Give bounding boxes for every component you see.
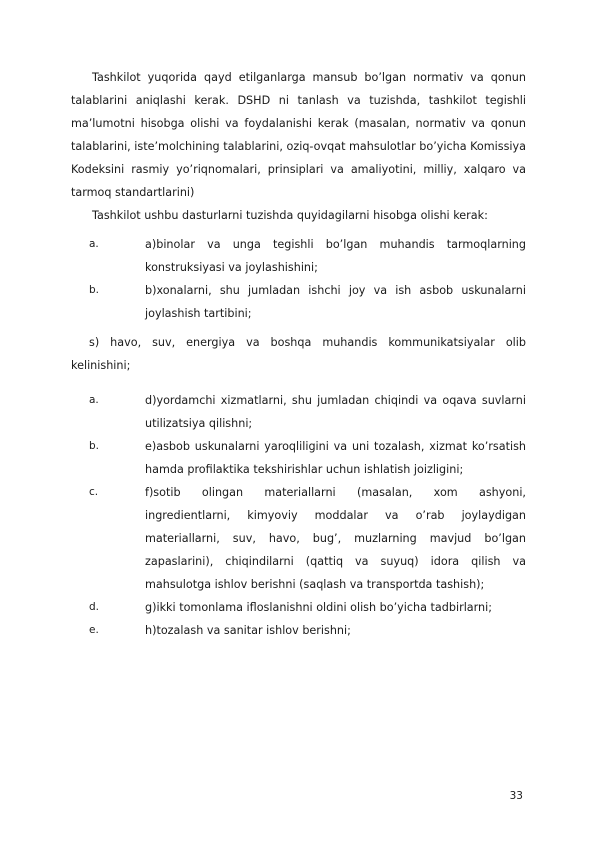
list-item-text: g)ikki tomonlama ifloslanishni oldini olish bo’yicha tadbirlarni; bbox=[145, 601, 493, 614]
lead-paragraph: Tashkilot ushbu dasturlarni tuzishda quyidagilarni hisobga olishi kerak: bbox=[92, 209, 488, 222]
list-item-text: a)binolar va unga tegishli bo’lgan muhandis tarmoqlarning konstruksiyasi va joylashishini; bbox=[145, 238, 526, 274]
page-number: 33 bbox=[509, 790, 523, 802]
body-text bbox=[71, 66, 526, 642]
list-item bbox=[71, 596, 526, 619]
list-item bbox=[71, 481, 526, 596]
list-item-text: d)yordamchi xizmatlarni, shu jumladan chiqindi va oqava suvlarni utilizatsiya qilishni; bbox=[145, 394, 526, 430]
list-item-text: e)asbob uskunalarni yaroqliligini va uni tozalash, xizmat ko’rsatish hamda profilaktika tekshirishlar uchun ishlatish joizligini; bbox=[145, 440, 526, 476]
list-item bbox=[71, 279, 526, 325]
list-first bbox=[71, 233, 526, 325]
list-item-text: b)xonalarni, shu jumladan ishchi joy va ish asbob uskunalarni joylashish tartibini; bbox=[145, 284, 526, 320]
intro-paragraph: Tashkilot yuqorida qayd etilganlarga mansub bo’lgan normativ va qonun talablarini aniqlashi kerak. DSHD ni tanlash va tuzishda, tashkilot tegishli ma’lumotni hisobga olishi va foydalanishi kerak (masalan, normativ va qonun talablarini, iste’molchining talablarini, oziq-ovqat mahsulotlar bo’yicha Komissiya Kodeksini rasmiy yo’riqnomalari, prinsiplari va amaliyotini, milliy, xalqaro va tarmoq standartlarini) bbox=[71, 71, 527, 199]
list-item bbox=[71, 389, 526, 435]
list-item bbox=[71, 233, 526, 279]
list-item bbox=[71, 435, 526, 481]
list-item bbox=[71, 619, 526, 642]
list-second bbox=[71, 389, 526, 642]
list-marker: b. bbox=[89, 440, 100, 452]
list-marker: b. bbox=[89, 284, 100, 296]
list-marker: e. bbox=[89, 624, 99, 636]
middle-paragraph: s) havo, suv, energiya va boshqa muhandis kommunikatsiyalar olib kelinishini; bbox=[71, 336, 526, 372]
list-marker: d. bbox=[89, 601, 100, 613]
list-marker: a. bbox=[89, 394, 99, 406]
list-item-text: f)sotib olingan materiallarni (masalan, xom ashyoni, ingredientlarni, kimyoviy moddalar va o’rab joylaydigan materiallarni, suv, havo, bug’, muzlarning mavjud bo’lgan zapaslarini), chiqindilarni (qattiq va suyuq) idora qilish va mahsulotga ishlov berishni (saqlash va transportda tashish); bbox=[145, 486, 526, 591]
list-marker: a. bbox=[89, 238, 99, 250]
list-item-text: h)tozalash va sanitar ishlov berishni; bbox=[145, 624, 351, 637]
list-marker: c. bbox=[89, 486, 99, 498]
